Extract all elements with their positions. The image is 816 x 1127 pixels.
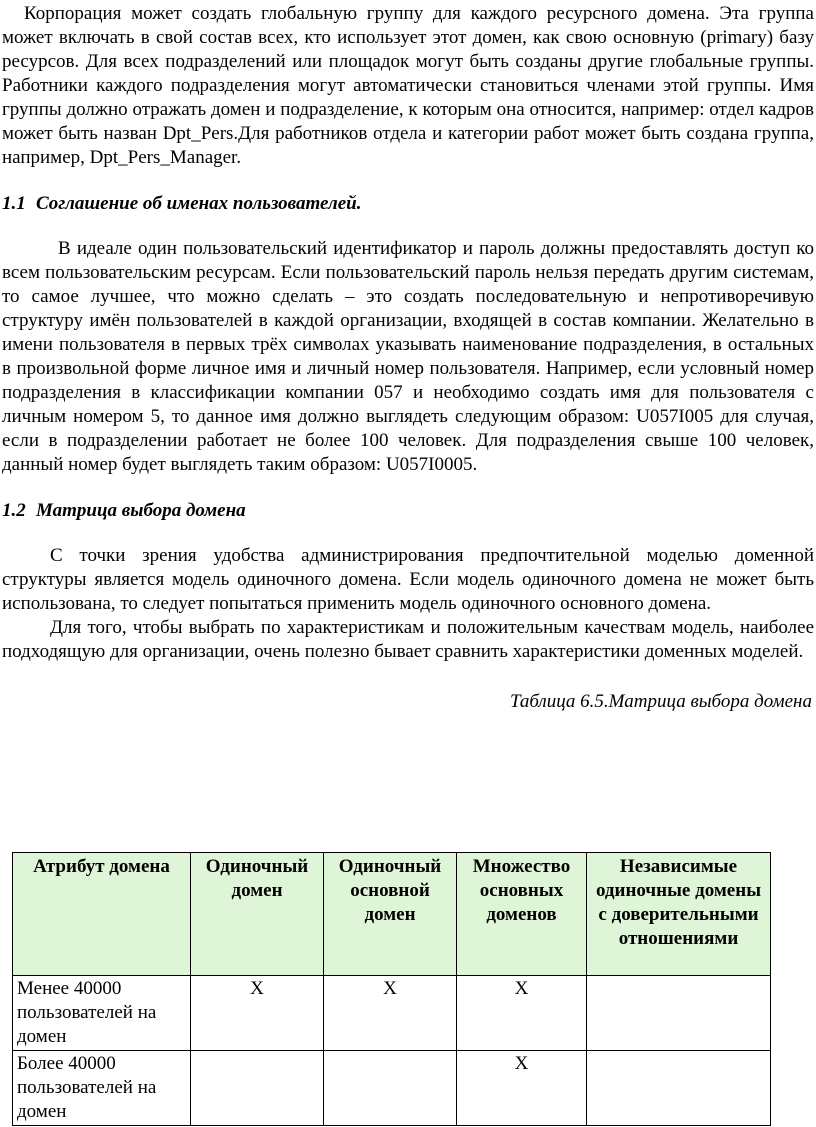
mark-cell: X [191,976,324,1051]
column-header: Независимые одиночные домены с доверительными отношениями [587,853,771,976]
mark-cell: X [457,976,587,1051]
attribute-cell: Менее 40000 пользователей на домен [13,976,191,1051]
section-title: Соглашение об именах пользователей. [36,193,362,214]
table-row [13,1051,771,1126]
attribute-cell: Более 40000 пользователей на домен [13,1051,191,1126]
mark-cell: X [324,976,457,1051]
mark-cell [587,1051,771,1126]
column-header: Множество основных доменов [457,853,587,976]
section-title: Матрица выбора домена [36,500,246,521]
section-number: 1.1 [2,193,26,214]
mark-cell: X [457,1051,587,1126]
mark-cell [191,1051,324,1126]
paragraph-intro: Корпорация может создать глобальную группу для каждого ресурсного домена. Эта группа может включать в свой состав всех, кто использует этот домен, как свою основную (primary) базу ресурсов. Для всех подразделений или площадок могут быть созданы другие глобальные группы. Работники каждого подразделения могут автоматически становиться членами этой группы. Имя группы должно отражать домен и подразделение, к которым она относится, например: отдел кадров может быть назван Dpt_Pers.Для работников отдела и категории работ может быть создана группа, например, Dpt_Pers_Manager. [2,3,814,168]
mark-cell [587,976,771,1051]
table-header-row [13,853,771,976]
paragraph-matrix-2: Для того, чтобы выбрать по характеристикам и положительным качествам модель, наиболее подходящую для организации, очень полезно бывает сравнить характеристики доменных моделей. [2,617,814,662]
paragraph-naming: В идеале один пользовательский идентификатор и пароль должны предоставлять доступ ко всем пользовательским ресурсам. Если пользовательский пароль нельзя передать другим системам, то самое лучшее, что можно сделать – это создать последовательную и непротиворечивую структуру имён пользователей в каждой организации, входящей в состав компании. Желательно в имени пользователя в первых трёх символах указывать наименование подразделения, в остальных в произвольной форме личное имя и личный номер пользователя. Например, если условный номер подразделения в классификации компании 057 и необходимо создать имя для пользователя с личным номером 5, то данное имя должно выглядеть следующим образом: U057I005 для случая, если в подразделении работает не более 100 человек. Для подразделения свыше 100 человек, данный номер будет выглядеть таким образом: U057I0005. [2,238,814,475]
domain-selection-table [12,852,771,1126]
column-header: Одиночный домен [191,853,324,976]
column-header: Одиночный основной домен [324,853,457,976]
mark-cell [324,1051,457,1126]
table-caption: Таблица 6.5.Матрица выбора домена [509,691,812,712]
column-header: Атрибут домена [13,853,191,976]
table-row [13,976,771,1051]
section-heading-naming [2,192,814,216]
section-number: 1.2 [2,500,26,521]
section-heading-matrix [2,499,814,523]
paragraph-matrix-1: С точки зрения удобства администрирования предпочтительной моделью доменной структуры является модель одиночного домена. Если модель одиночного домена не может быть использована, то следует попытаться применить модель одиночного основного домена. [2,545,814,614]
